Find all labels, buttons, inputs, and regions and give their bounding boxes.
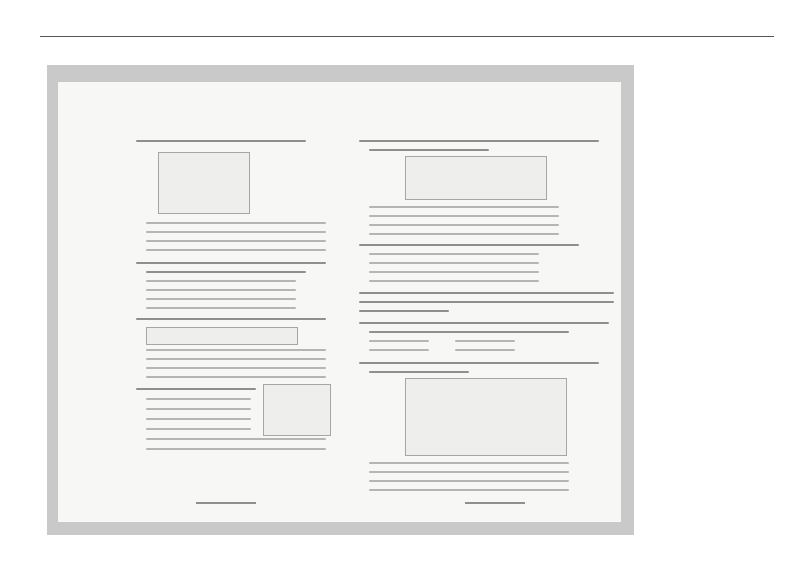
- scanned-sheet: [58, 82, 621, 522]
- option-line: [146, 428, 251, 430]
- option-line: [455, 340, 515, 342]
- option-line: [369, 224, 559, 226]
- option-line: [146, 358, 326, 360]
- option-line: [146, 249, 326, 251]
- figure-membrane: [146, 327, 298, 345]
- option-line: [369, 471, 569, 473]
- question-line: [136, 140, 306, 142]
- option-line: [146, 231, 326, 233]
- option-line: [369, 340, 429, 342]
- option-line: [369, 206, 559, 208]
- option-line: [369, 271, 539, 273]
- option-line: [146, 398, 251, 400]
- option-line: [146, 349, 326, 351]
- figure-apparatus: [158, 152, 250, 214]
- question-line: [136, 318, 326, 320]
- option-line: [369, 462, 569, 464]
- option-line: [455, 349, 515, 351]
- question-line: [136, 388, 256, 390]
- option-line: [146, 408, 251, 410]
- question-line: [136, 262, 326, 264]
- option-line: [146, 418, 251, 420]
- section-heading-line: [359, 310, 449, 312]
- figure-cell-diagram: [405, 378, 567, 456]
- left-column: [58, 82, 334, 522]
- question-line: [146, 271, 306, 273]
- question-line: [359, 362, 599, 364]
- option-line: [369, 349, 429, 351]
- option-line: [146, 307, 296, 309]
- option-line: [146, 298, 296, 300]
- option-line: [146, 448, 326, 450]
- page-footer-right: [465, 502, 525, 504]
- top-rule: [40, 36, 774, 37]
- option-line: [146, 222, 326, 224]
- question-line: [359, 140, 599, 142]
- question-line: [359, 322, 609, 324]
- option-line: [146, 438, 326, 440]
- right-column: [345, 82, 621, 522]
- question-line: [359, 244, 579, 246]
- option-line: [369, 233, 559, 235]
- option-line: [146, 280, 296, 282]
- option-line: [369, 280, 539, 282]
- option-line: [369, 262, 539, 264]
- option-line: [369, 215, 559, 217]
- figure-curve-chart: [263, 384, 331, 436]
- option-line: [146, 240, 326, 242]
- option-line: [146, 367, 326, 369]
- section-heading-line: [359, 292, 614, 294]
- option-line: [369, 489, 569, 491]
- page-footer-left: [196, 502, 256, 504]
- question-line: [369, 331, 569, 333]
- option-line: [146, 376, 326, 378]
- question-line: [369, 149, 489, 151]
- question-line: [369, 371, 469, 373]
- section-heading-line: [359, 301, 614, 303]
- option-line: [369, 480, 569, 482]
- option-line: [369, 253, 539, 255]
- option-line: [146, 289, 296, 291]
- figure-stem-cells: [405, 156, 547, 200]
